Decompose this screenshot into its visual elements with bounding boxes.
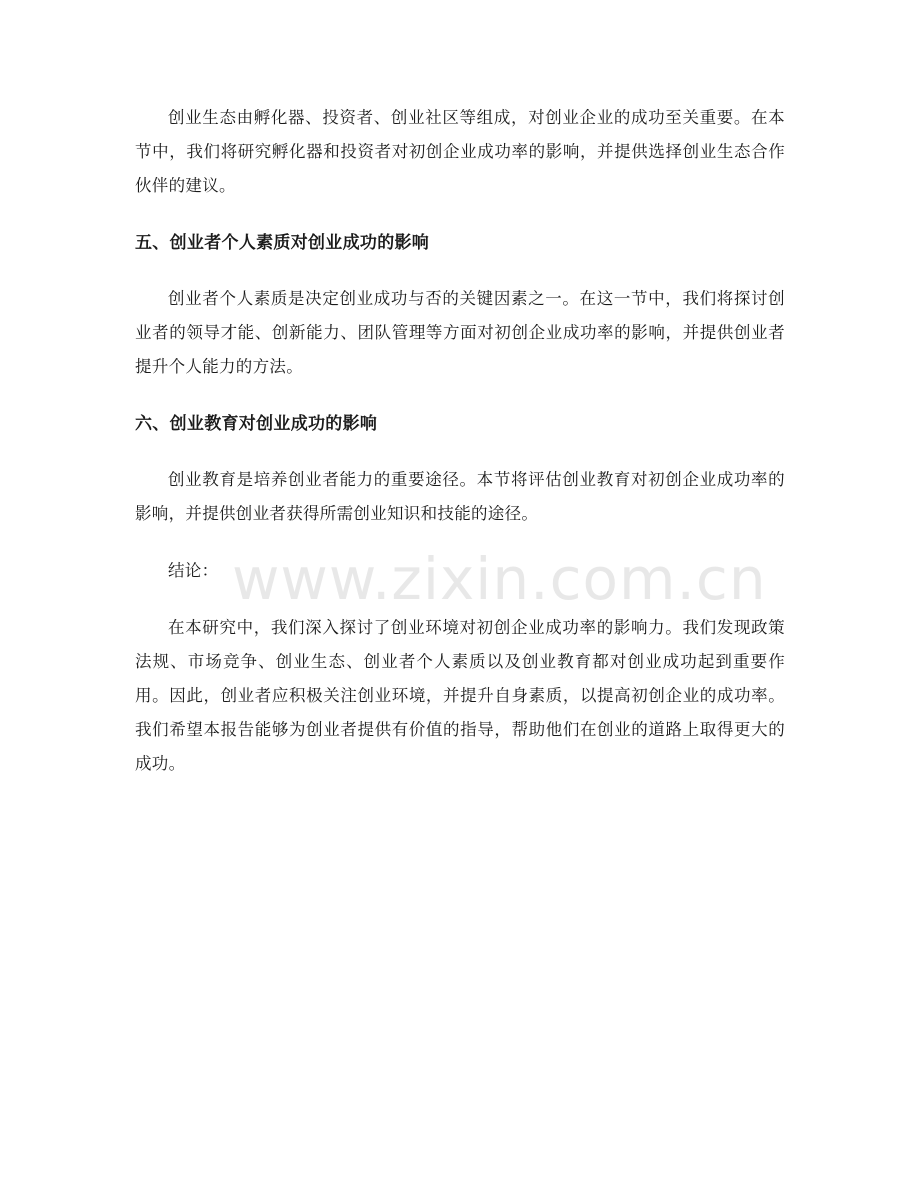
- paragraph-ecosystem: 创业生态由孵化器、投资者、创业社区等组成，对创业企业的成功至关重要。在本节中，我们将研究孵化器和投资者对初创企业成功率的影响，并提供选择创业生态合作伙伴的建议。: [135, 108, 785, 195]
- paragraph-education: 创业教育是培养创业者能力的重要途径。本节将评估创业教育对初创企业成功率的影响，并提供创业者获得所需创业知识和技能的途径。: [135, 470, 785, 523]
- conclusion-label: 结论：: [168, 561, 219, 580]
- section-heading-6: 六、创业教育对创业成功的影响: [135, 414, 378, 434]
- section-heading-5: 五、创业者个人素质对创业成功的影响: [135, 233, 430, 253]
- paragraph-conclusion: 在本研究中，我们深入探讨了创业环境对初创企业成功率的影响力。我们发现政策法规、市场竞争、创业生态、创业者个人素质以及创业教育都对创业成功起到重要作用。因此，创业者应积极关注创业环境，并提升自身素质，以提高初创企业的成功率。我们希望本报告能够为创业者提供有价值的指导，帮助他们在创业的道路上取得更大的成功。: [135, 618, 785, 773]
- paragraph-personal-quality: 创业者个人素质是决定创业成功与否的关键因素之一。在这一节中，我们将探讨创业者的领导才能、创新能力、团队管理等方面对初创企业成功率的影响，并提供创业者提升个人能力的方法。: [135, 289, 785, 376]
- document-body: [135, 101, 785, 804]
- watermark: www.zixin.com.cn: [232, 545, 767, 613]
